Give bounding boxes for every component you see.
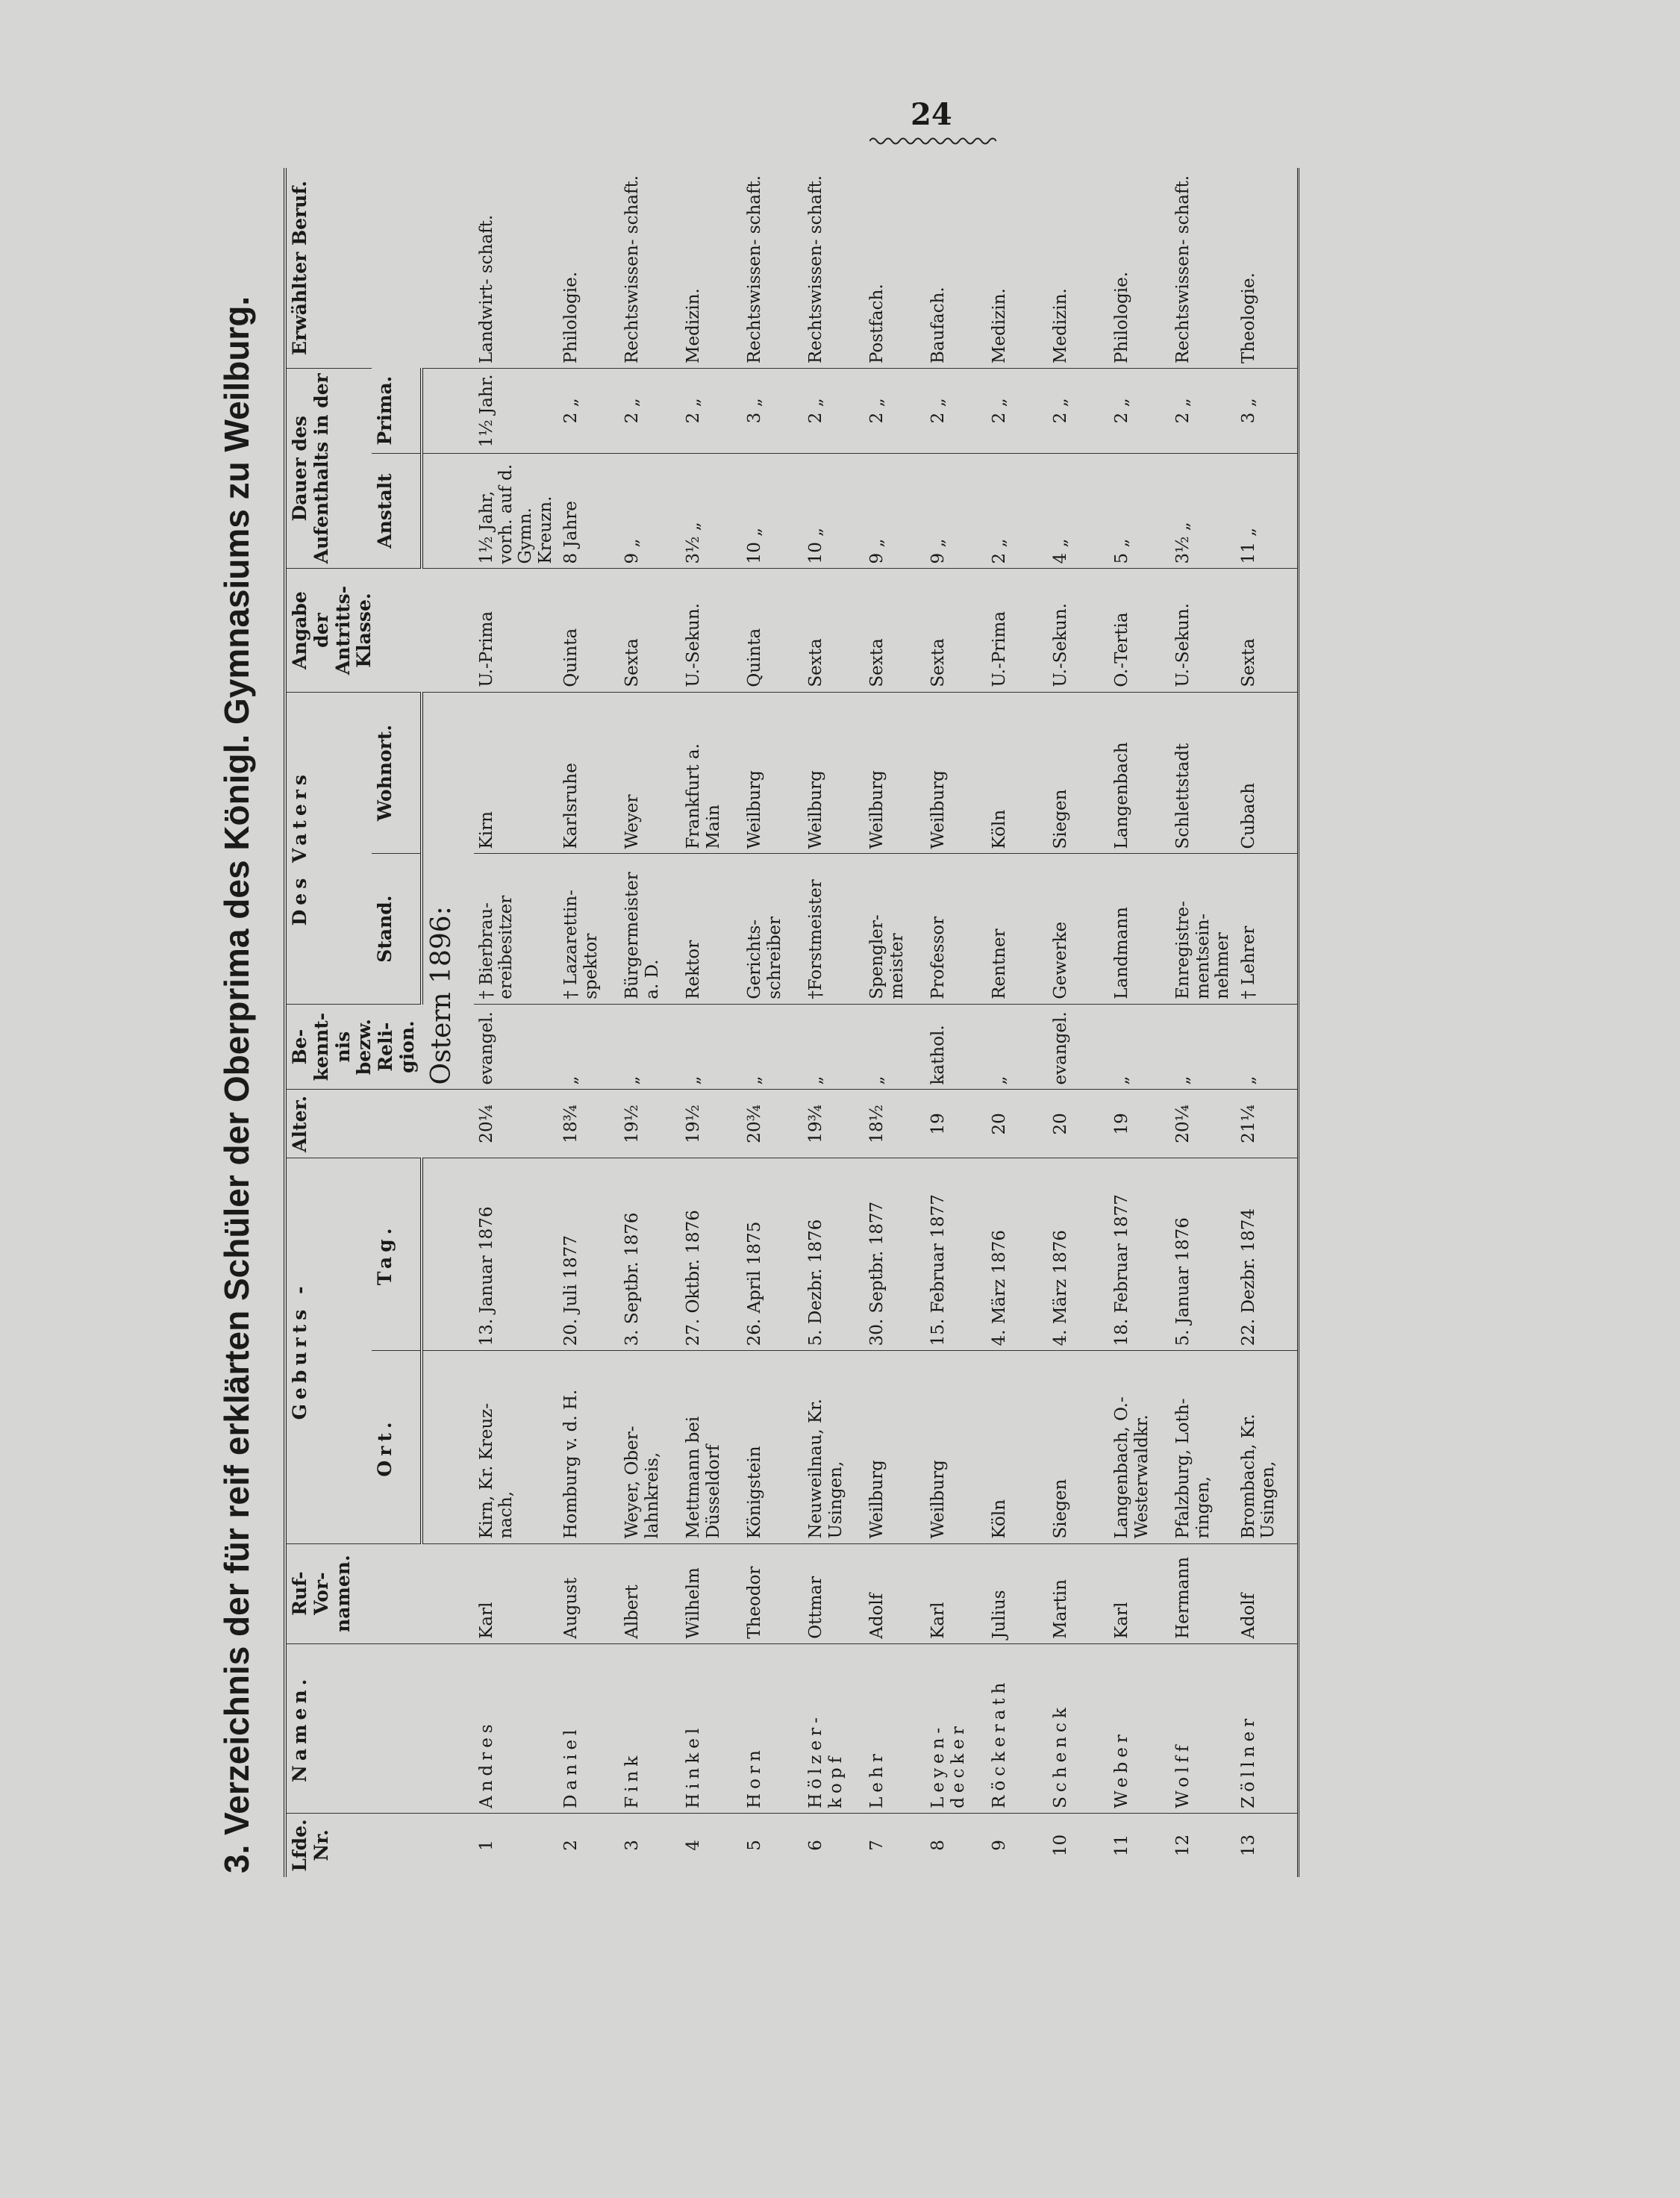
birth-place: Siegen — [1048, 1351, 1109, 1543]
student-firstname: Martin — [1048, 1543, 1109, 1643]
duration-institution: 2 „ — [987, 453, 1048, 569]
header-tag: Tag. — [372, 1158, 422, 1351]
birth-date: 4. März 1876 — [1048, 1158, 1109, 1351]
student-surname: Schenck — [1048, 1643, 1109, 1813]
father-residence: Weyer — [619, 692, 681, 854]
duration-prima: 1½ Jahr. — [474, 369, 559, 454]
father-occupation: Gerichts- schreiber — [742, 854, 803, 1004]
header-wohnort: Wohnort. — [372, 692, 422, 854]
entry-class: Sexta — [619, 569, 681, 692]
row-number: 12 — [1170, 1813, 1235, 1877]
student-firstname: Theodor — [742, 1543, 803, 1643]
chosen-profession: Baufach. — [928, 287, 949, 364]
header-prima: Prima. — [372, 369, 422, 454]
entry-class: Sexta — [864, 569, 925, 692]
chosen-profession: Medizin. — [990, 288, 1010, 364]
birth-place: Weyer, Ober- lahnkreis, — [619, 1351, 681, 1543]
birth-place: Homburg v. d. H. — [558, 1351, 619, 1543]
duration-institution: 8 Jahre — [558, 453, 619, 569]
table-row — [558, 168, 619, 1877]
student-firstname: Adolf — [1236, 1543, 1299, 1643]
header-angabe: Angabe der Antritts- Klasse. — [285, 569, 422, 692]
header-anstalt: Anstalt — [372, 453, 422, 569]
birth-date: 4. März 1876 — [987, 1158, 1048, 1351]
page-number: 24 — [911, 97, 952, 132]
student-firstname: Hermann — [1170, 1543, 1235, 1643]
religion: kathol. — [925, 1004, 987, 1090]
header-ort: Ort. — [372, 1351, 422, 1543]
student-firstname: Adolf — [864, 1543, 925, 1643]
chosen-profession: Philologie. — [561, 271, 581, 364]
duration-prima: 2 „ — [619, 369, 681, 454]
duration-prima: 2 „ — [681, 369, 742, 454]
age: 20 — [1048, 1090, 1109, 1158]
duration-institution: 5 „ — [1109, 453, 1170, 569]
religion: „ — [803, 1004, 864, 1090]
header-rufvornamen: Ruf- Vor- namen. — [285, 1543, 422, 1643]
father-residence: Frankfurt a. Main — [681, 692, 742, 854]
student-firstname: Wilhelm — [681, 1543, 742, 1643]
table-row — [474, 168, 559, 1877]
table-row — [681, 168, 742, 1877]
entry-class: Sexta — [1236, 569, 1299, 692]
birth-date: 13. Januar 1876 — [474, 1158, 559, 1351]
entry-class: Quinta — [742, 569, 803, 692]
birth-date: 3. Septbr. 1876 — [619, 1158, 681, 1351]
table-row — [619, 168, 681, 1877]
table-row — [864, 168, 925, 1877]
rotated-register — [217, 168, 1537, 1877]
student-surname: Weber — [1109, 1643, 1170, 1813]
birth-place: Königstein — [742, 1351, 803, 1543]
row-number: 11 — [1109, 1813, 1170, 1877]
father-residence: Weilburg — [803, 692, 864, 854]
chosen-profession: Rechtswissen- schaft. — [1173, 175, 1193, 364]
birth-date: 5. Dezbr. 1876 — [803, 1158, 864, 1351]
table-row — [987, 168, 1048, 1877]
table-row — [1048, 168, 1109, 1877]
father-residence: Cubach — [1236, 692, 1299, 854]
age: 20¼ — [1170, 1090, 1235, 1158]
entry-class: O.-Tertia — [1109, 569, 1170, 692]
row-number: 1 — [474, 1813, 559, 1877]
age: 20¾ — [742, 1090, 803, 1158]
student-firstname: Karl — [1109, 1543, 1170, 1643]
religion: evangel. — [1048, 1004, 1109, 1090]
header-nr: Lfde. Nr. — [285, 1813, 422, 1877]
father-occupation: Landmann — [1109, 854, 1170, 1004]
religion: „ — [558, 1004, 619, 1090]
duration-institution: 10 „ — [742, 453, 803, 569]
duration-prima: 2 „ — [987, 369, 1048, 454]
header-beruf: Erwählter Beruf. — [285, 168, 422, 369]
student-surname: Andres — [474, 1643, 559, 1813]
table-row — [925, 168, 987, 1877]
father-residence: Kirn — [474, 692, 559, 854]
student-surname: Daniel — [558, 1643, 619, 1813]
duration-prima: 2 „ — [1170, 369, 1235, 454]
birth-date: 27. Oktbr. 1876 — [681, 1158, 742, 1351]
birth-place: Mettmann bei Düsseldorf — [681, 1351, 742, 1543]
father-residence: Schlettstadt — [1170, 692, 1235, 854]
table-row — [1109, 168, 1170, 1877]
row-number: 7 — [864, 1813, 925, 1877]
age: 19 — [1109, 1090, 1170, 1158]
religion: „ — [742, 1004, 803, 1090]
father-occupation: Rektor — [681, 854, 742, 1004]
entry-class: U.-Prima — [474, 569, 559, 692]
duration-prima: 2 „ — [803, 369, 864, 454]
register-table — [284, 168, 1299, 1877]
father-residence: Siegen — [1048, 692, 1109, 854]
father-residence: Weilburg — [925, 692, 987, 854]
student-surname: Hölzer- kopf — [803, 1643, 864, 1813]
header-alter: Alter. — [285, 1090, 422, 1158]
birth-date: 18. Februar 1877 — [1109, 1158, 1170, 1351]
religion: „ — [681, 1004, 742, 1090]
chosen-profession: Medizin. — [1051, 288, 1071, 364]
birth-place: Brombach, Kr. Usingen, — [1236, 1351, 1299, 1543]
header-dauer: Dauer des Aufenthalts in der — [285, 369, 372, 569]
student-surname: Röckerath — [987, 1643, 1048, 1813]
header-namen: Namen. — [285, 1643, 422, 1813]
religion: evangel. — [474, 1004, 559, 1090]
birth-place: Langenbach, O.-Westerwaldkr. — [1109, 1351, 1170, 1543]
religion: „ — [987, 1004, 1048, 1090]
duration-prima: 2 „ — [1048, 369, 1109, 454]
student-firstname: Albert — [619, 1543, 681, 1643]
birth-place: Weilburg — [864, 1351, 925, 1543]
student-surname: Wolff — [1170, 1643, 1235, 1813]
birth-date: 22. Dezbr. 1874 — [1236, 1158, 1299, 1351]
birth-date: 26. April 1875 — [742, 1158, 803, 1351]
age: 20¼ — [474, 1090, 559, 1158]
entry-class: Quinta — [558, 569, 619, 692]
religion: „ — [619, 1004, 681, 1090]
religion: „ — [1109, 1004, 1170, 1090]
row-number: 2 — [558, 1813, 619, 1877]
father-residence: Weilburg — [742, 692, 803, 854]
father-occupation: Spengler- meister — [864, 854, 925, 1004]
duration-institution: 9 „ — [925, 453, 987, 569]
header-geburts: Geburts - — [285, 1158, 372, 1543]
chosen-profession: Rechtswissen- schaft. — [745, 175, 765, 364]
chosen-profession: Rechtswissen- schaft. — [622, 175, 643, 364]
document-title: 3. Verzeichnis der für reif erklärten Schüler der Oberprima des Königl. Gymnasiums zu Weilburg. — [217, 296, 256, 1873]
table-row — [803, 168, 864, 1877]
header-bekenntnis: Be- kennt- nis bezw. Reli- gion. — [285, 1004, 422, 1090]
duration-prima: 2 „ — [925, 369, 987, 454]
age: 19½ — [619, 1090, 681, 1158]
religion: „ — [1236, 1004, 1299, 1090]
age: 21¼ — [1236, 1090, 1299, 1158]
entry-class: U.-Sekun. — [1170, 569, 1235, 692]
birth-place: Köln — [987, 1351, 1048, 1543]
father-occupation: Rentner — [987, 854, 1048, 1004]
entry-class: Sexta — [925, 569, 987, 692]
father-residence: Köln — [987, 692, 1048, 854]
birth-place: Kirn, Kr. Kreuz- nach, — [474, 1351, 559, 1543]
duration-prima: 3 „ — [742, 369, 803, 454]
duration-institution: 1½ Jahr, vorh. auf d. Gymn. Kreuzn. — [474, 453, 559, 569]
duration-institution: 3½ „ — [1170, 453, 1235, 569]
student-surname: Zöllner — [1236, 1643, 1299, 1813]
row-number: 4 — [681, 1813, 742, 1877]
duration-prima: 3 „ — [1236, 369, 1299, 454]
chosen-profession: Landwirt- schaft. — [476, 214, 496, 364]
age: 18¾ — [558, 1090, 619, 1158]
student-firstname: Karl — [925, 1543, 987, 1643]
student-surname: Fink — [619, 1643, 681, 1813]
student-firstname: Karl — [474, 1543, 559, 1643]
entry-class: U.-Sekun. — [1048, 569, 1109, 692]
student-firstname: August — [558, 1543, 619, 1643]
student-surname: Horn — [742, 1643, 803, 1813]
age: 19½ — [681, 1090, 742, 1158]
father-occupation: † Bierbrau- ereibesitzer — [474, 854, 559, 1004]
chosen-profession: Medizin. — [684, 288, 704, 364]
row-number: 10 — [1048, 1813, 1109, 1877]
father-occupation: †Forstmeister — [803, 854, 864, 1004]
duration-prima: 2 „ — [558, 369, 619, 454]
duration-institution: 3½ „ — [681, 453, 742, 569]
page-number-underline — [869, 136, 996, 146]
chosen-profession: Postfach. — [867, 284, 887, 364]
student-surname: Leyen- decker — [925, 1643, 987, 1813]
entry-class: U.-Prima — [987, 569, 1048, 692]
birth-place: Weilburg — [925, 1351, 987, 1543]
duration-institution: 11 „ — [1236, 453, 1299, 569]
birth-date: 15. Februar 1877 — [925, 1158, 987, 1351]
row-number: 5 — [742, 1813, 803, 1877]
father-residence: Weilburg — [864, 692, 925, 854]
entry-class: U.-Sekun. — [681, 569, 742, 692]
table-row — [1236, 168, 1299, 1877]
header-stand: Stand. — [372, 854, 422, 1004]
chosen-profession: Theologie. — [1236, 168, 1299, 369]
age: 19¾ — [803, 1090, 864, 1158]
birth-date: 20. Juli 1877 — [558, 1158, 619, 1351]
duration-institution: 10 „ — [803, 453, 864, 569]
section-row — [422, 168, 474, 1877]
father-residence: Karlsruhe — [558, 692, 619, 854]
birth-place: Neuweilnau, Kr. Usingen, — [803, 1351, 864, 1543]
duration-institution: 9 „ — [619, 453, 681, 569]
student-surname: Lehr — [864, 1643, 925, 1813]
table-row — [1170, 168, 1235, 1877]
duration-prima: 2 „ — [864, 369, 925, 454]
student-firstname: Ottmar — [803, 1543, 864, 1643]
chosen-profession: Rechtswissen- schaft. — [806, 175, 826, 364]
student-firstname: Julius — [987, 1543, 1048, 1643]
section-label: Ostern 1896: — [422, 692, 474, 1090]
birth-date: 30. Septbr. 1877 — [864, 1158, 925, 1351]
father-occupation: † Lehrer — [1236, 854, 1299, 1004]
row-number: 8 — [925, 1813, 987, 1877]
father-occupation: Bürgermeister a. D. — [619, 854, 681, 1004]
table-row — [742, 168, 803, 1877]
father-occupation: Professor — [925, 854, 987, 1004]
birth-place: Pfalzburg, Loth- ringen, — [1170, 1351, 1235, 1543]
father-occupation: Gewerke — [1048, 854, 1109, 1004]
student-surname: Hinkel — [681, 1643, 742, 1813]
religion: „ — [864, 1004, 925, 1090]
duration-institution: 9 „ — [864, 453, 925, 569]
row-number: 6 — [803, 1813, 864, 1877]
duration-prima: 2 „ — [1109, 369, 1170, 454]
header-des-vaters: Des Vaters — [285, 692, 372, 1004]
age: 19 — [925, 1090, 987, 1158]
row-number: 13 — [1236, 1813, 1299, 1877]
row-number: 3 — [619, 1813, 681, 1877]
row-number: 9 — [987, 1813, 1048, 1877]
entry-class: Sexta — [803, 569, 864, 692]
age: 18½ — [864, 1090, 925, 1158]
religion: „ — [1170, 1004, 1235, 1090]
father-residence: Langenbach — [1109, 692, 1170, 854]
chosen-profession: Philologie. — [1112, 271, 1132, 364]
father-occupation: † Lazarettin- spektor — [558, 854, 619, 1004]
birth-date: 5. Januar 1876 — [1170, 1158, 1235, 1351]
duration-institution: 4 „ — [1048, 453, 1109, 569]
father-occupation: Enregistre- mentsein- nehmer — [1170, 854, 1235, 1004]
age: 20 — [987, 1090, 1048, 1158]
